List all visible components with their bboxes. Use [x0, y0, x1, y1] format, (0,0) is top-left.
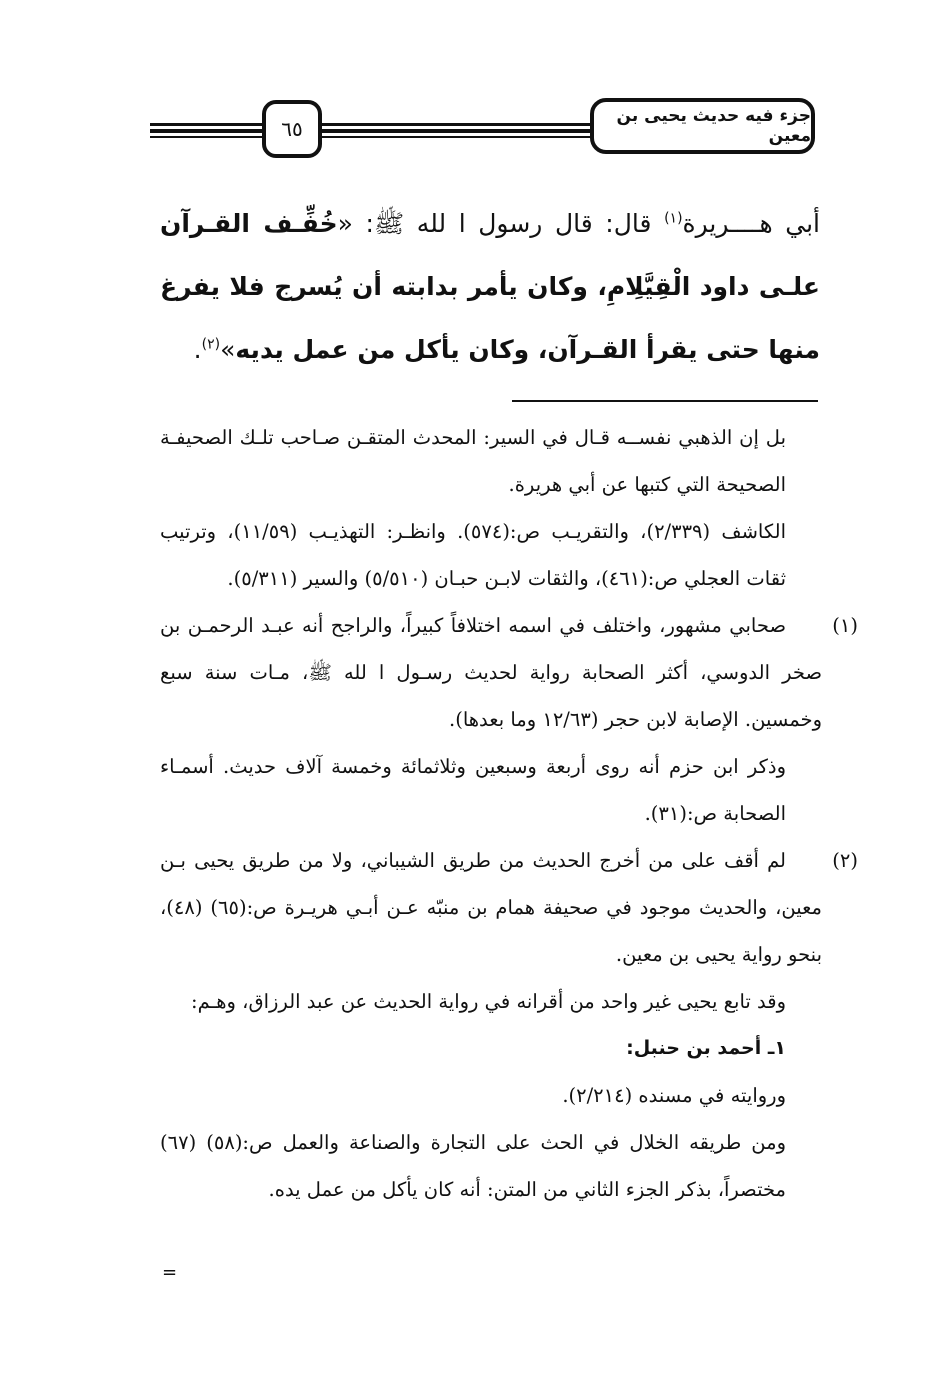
footnote-ref-2: (٢)	[201, 336, 221, 353]
footer-mark: =	[162, 1262, 178, 1283]
header-rule-left-bottom	[150, 136, 262, 138]
page-number: ٦٥	[262, 100, 322, 158]
main-text-intro: أبي هــــريرة	[682, 209, 821, 238]
footnote-2-number: (٢)	[832, 849, 858, 872]
footnote-2-subheading: ١ـ أحمد بن حنبل:	[626, 1037, 786, 1059]
footnote-1-continued: وذكر ابن حزم أنه روى أربعة وسبعين وثلاثمائة وخمسة آلاف حديث. أسمـاء الصحابة ص:(٣١).	[160, 755, 786, 825]
footnote-2-continued: وقد تابع يحيى غير واحد من أقرانه في رواية الحديث عن عبد الرزاق، وهـم:	[191, 990, 786, 1013]
footnote-1-text: صحابي مشهور، واختلف في اسمه اختلافاً كبيراً، والراجح أنه عبـد الرحمـن بن صخر الدوسي، أكثر الصحابة رواية لحديث رسـول ا لله ﷺ، مـات سنة سبع وخمسين. الإصابة لابن حجر (١٢/٦٣ وما بعدها).	[160, 614, 822, 731]
header-rule-left-top	[150, 123, 262, 126]
footnote-2-text: لم أقف على من أخرج الحديث من طريق الشيباني، ولا من طريق يحيى بـن معين، والحديث موجود في صحيفة همام بن منبّه عـن أبـي هريـرة ص:(٦٥) (٤٨)، بنحو رواية يحيى بن معين.	[160, 849, 822, 966]
footnote-separator	[512, 400, 818, 402]
footnote-1	[160, 602, 858, 743]
running-header-title: جزء فيه حديث يحيى بن معين	[590, 98, 815, 154]
footnote-2-khallal: ومن طريقه الخلال في الحث على التجارة والصناعة والعمل ص:(٥٨) (٦٧) مختصراً، بذكر الجزء الثاني من المتن: أنه كان يأكل من عمل يده.	[160, 1131, 786, 1201]
header-rule-mid-mid	[322, 129, 590, 133]
quote-close: »	[220, 335, 236, 364]
footnotes	[160, 414, 858, 1213]
footnote-references: الكاشف (٢/٣٣٩)، والتقريـب ص:(٥٧٤). وانظـر: التهذيـب (١١/٥٩)، وترتيب ثقات العجلي ص:(٤٦١)، والثقات لابـن حبـان (٥/٥١٠) والسير (٥/٣١١).	[160, 520, 786, 590]
footnote-2-musnad: وروايته في مسنده (٢/٢١٤).	[562, 1084, 786, 1107]
footnote-2	[160, 837, 858, 978]
header-rule-left-mid	[150, 129, 262, 133]
header-rule-mid-bottom	[322, 136, 590, 138]
main-text-narration: قال: قال رسول ا لله ﷺ: «	[337, 209, 665, 238]
hadith-text: خُفِّـف القـرآن علـى داود الْقِيَّلِامِ، وكان يأمر بدابته أن يُسرج فلا يفرغ منها حتى يقرأ القـرآن، وكان يأكل من عمل يديه	[160, 209, 820, 364]
footnote-1-number: (١)	[832, 614, 858, 637]
main-text	[160, 192, 820, 381]
main-text-end: .	[193, 335, 202, 364]
footnote-continuation: بل إن الذهبي نفســه قـال في السير: المحدث المتقـن صـاحب تلـك الصحيفـة الصحيحة التي كتبها عن أبي هريرة.	[160, 426, 786, 496]
header-rule-mid-top	[322, 123, 590, 126]
footnote-ref-1: (١)	[664, 210, 683, 227]
